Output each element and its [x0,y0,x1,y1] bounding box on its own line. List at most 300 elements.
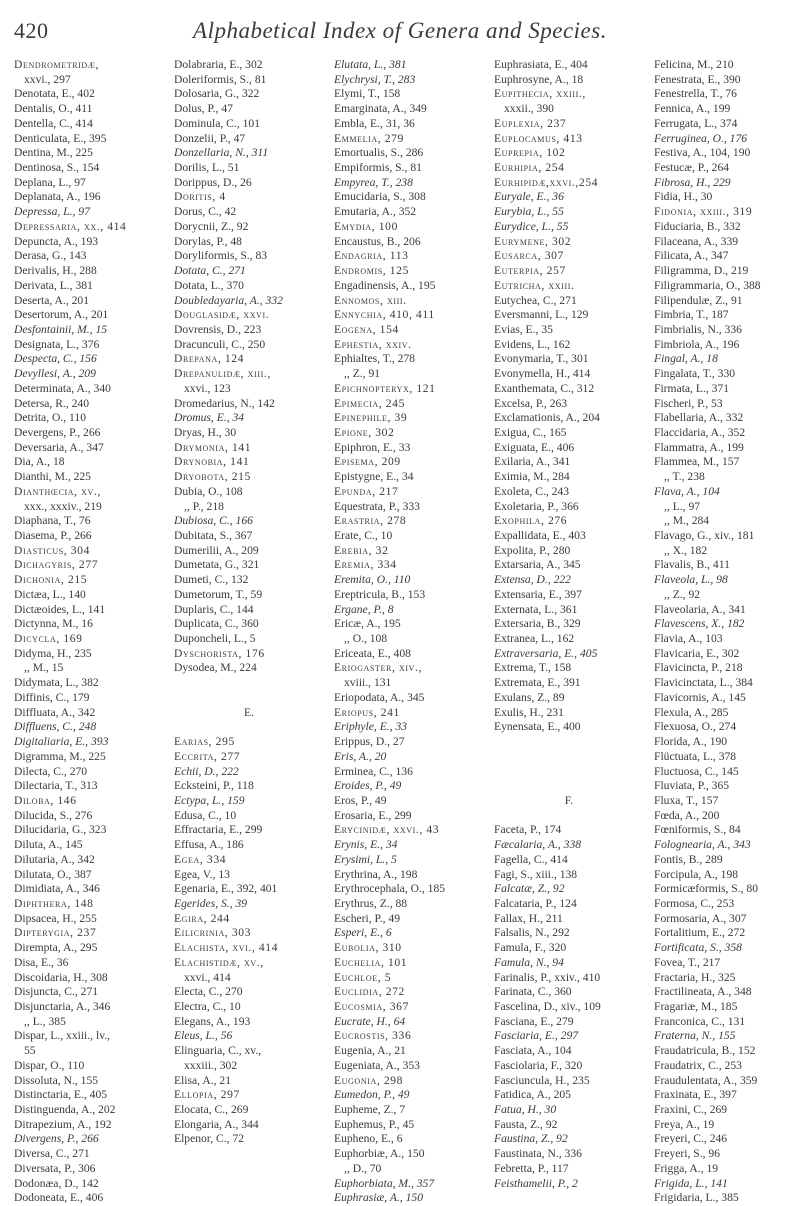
index-entry: Diffinis, C., 179 [14,690,90,704]
index-entry: Fimbria, T., 187 [654,308,729,322]
index-entry: Divergens, P., 266 [14,1132,99,1146]
index-entry: Dictæoides, L., 141 [14,602,106,616]
index-entry: Distinctaria, E., 405 [14,1088,108,1102]
index-column-5 [654,58,800,1206]
index-entry: Fontis, B., 289 [654,852,723,866]
index-entry: Fennica, A., 199 [654,102,731,116]
index-entry: Ennomos, xiii. [334,293,407,307]
index-entry: Detrita, O., 110 [14,411,87,425]
index-entry: Fraudatricula, B., 152 [654,1044,756,1058]
running-title: Alphabetical Index of Genera and Species. [193,18,607,43]
index-entry: Ericæ, A., 195 [334,617,401,631]
index-entry: Euchelia, 101 [334,955,408,969]
index-entry: Euphrasiata, E., 404 [494,58,588,71]
index-entry: Ericeata, E., 408 [334,646,411,660]
index-entry: Erminea, C., 136 [334,764,413,778]
index-entry: Euphrasiæ, A., 150 [334,1191,424,1205]
index-entry-continuation: ,, M., 284 [664,514,710,528]
index-entry: Eupheno, E., 6 [334,1132,403,1146]
index-entry: Doryliformis, S., 83 [174,249,268,263]
index-entry: Eremita, O., 110 [334,573,411,587]
index-entry: Fallax, H., 211 [494,911,563,925]
index-entry: Filaceana, A., 339 [654,234,739,248]
index-entry: Ereptricula, B., 153 [334,587,426,601]
index-entry: Fausta, Z., 92 [494,1117,558,1131]
index-entry: Dolus, P., 47 [174,102,233,116]
index-entry: Fingalata, T., 330 [654,367,736,381]
index-entry: Douglasidæ, xxvi. [174,308,270,322]
index-entry: Flexuosa, O., 274 [654,720,737,734]
index-entry-continuation: ,, P., 218 [184,499,224,513]
index-entry: Erynis, E., 34 [334,838,398,852]
index-entry: Elongaria, A., 344 [174,1117,259,1131]
index-entry: Euchloe, 5 [334,970,392,984]
index-entry: Epunda, 217 [334,484,399,498]
index-entry: Fimbrialis, N., 336 [654,322,742,336]
index-entry: Dorycnii, Z., 92 [174,219,249,233]
index-entry: Ditrapezium, A., 192 [14,1117,112,1131]
index-columns [14,58,800,1205]
index-entry: Fasciata, A., 104 [494,1044,572,1058]
index-entry: Detersa, R., 240 [14,396,90,410]
index-entry: Diversata, P., 306 [14,1161,96,1175]
index-entry: Exigua, C., 165 [494,425,567,439]
index-entry: Diaphana, T., 76 [14,514,91,528]
index-entry-continuation: ,, T., 238 [664,470,705,484]
index-entry: Flavescens, X., 182 [654,617,745,631]
index-entry: Echii, D., 222 [174,764,239,778]
index-entry: Eumedon, P., 49 [334,1088,410,1102]
index-entry: Eurydice, L., 55 [494,219,569,233]
index-entry: Dolabraria, E., 302 [174,58,263,71]
index-entry: Epichnopteryx, 121 [334,381,436,395]
index-entry: Dracunculi, C., 250 [174,337,266,351]
index-entry: Freyeri, S., 96 [654,1147,721,1161]
index-entry: Dilectaria, T., 313 [14,779,98,793]
index-entry: Erythrus, Z., 88 [334,896,408,910]
index-entry: Fluviata, P., 365 [654,779,730,793]
index-entry: Duplicata, C., 360 [174,617,259,631]
index-entry: Dotata, L., 370 [174,278,244,292]
index-entry: Expolita, P., 280 [494,543,571,557]
index-entry: Emmelia, 279 [334,131,404,145]
index-entry: Elachistidæ, xv., [174,955,264,969]
index-entry: Extrema, T., 158 [494,661,572,675]
index-entry: Egea, V., 13 [174,867,230,881]
index-entry-continuation: xviii., 131 [344,676,392,690]
index-entry: Fraxinata, E., 397 [654,1088,737,1102]
index-entry: Festucæ, P., 264 [654,161,730,175]
index-entry: Extensaria, E., 397 [494,587,582,601]
index-entry: Euplocamus, 413 [494,131,583,145]
index-entry: Flaveolaria, A., 341 [654,602,746,616]
index-entry: Emutaria, A., 352 [334,205,417,219]
index-entry: Elinguaria, C., xv., [174,1044,262,1058]
index-entry: Ecksteini, P., 118 [174,779,254,793]
index-entry-continuation: ,, O., 108 [344,632,388,646]
index-entry: Drynobia, 141 [174,455,250,469]
index-entry: Dubiosa, C., 166 [174,514,253,528]
index-entry-continuation: ,, M., 15 [24,661,64,675]
index-entry: Feisthamelii, P., 2 [494,1176,578,1190]
index-entry: Ephialtes, T., 278 [334,352,416,366]
index-entry: Didyma, H., 235 [14,646,92,660]
index-entry: Fæcalaria, A., 338 [494,838,582,852]
index-entry: Dispar, O., 110 [14,1058,85,1072]
index-entry: Dryas, H., 30 [174,425,237,439]
index-entry: Erythrocephala, O., 185 [334,882,446,896]
index-entry: Ellopia, 297 [174,1088,240,1102]
index-entry: Ectypa, L., 159 [174,793,245,807]
index-entry: Euryale, E., 36 [494,190,564,204]
index-entry: Dilucida, S., 276 [14,808,93,822]
index-entry: Egerides, S., 39 [174,896,248,910]
index-entry: Eriphyle, E., 33 [334,720,408,734]
index-entry: Fibrosa, H., 229 [654,175,731,189]
index-entry: Earias, 295 [174,735,235,749]
index-entry: Doubledayaria, A., 332 [174,293,283,307]
index-entry: Ephestia, xxiv. [334,337,412,351]
index-entry: Determinata, A., 340 [14,381,111,395]
index-entry: Esperi, E., 6 [334,926,392,940]
index-entry: Flaccidaria, A., 352 [654,425,746,439]
index-entry: Dorylas, P., 48 [174,234,242,248]
index-entry: Denotata, E., 402 [14,87,95,101]
index-entry: Didymata, L., 382 [14,676,99,690]
index-entry-continuation: ,, Z., 92 [664,587,701,601]
index-entry: Effusa, A., 186 [174,838,244,852]
index-entry-continuation: xxvi., 414 [184,970,231,984]
index-entry: Faceta, P., 174 [494,823,562,837]
index-entry: Elpenor, C., 72 [174,1132,245,1146]
index-entry: Dumetorum, T., 59 [174,587,263,601]
index-entry: Fingal, A., 18 [654,352,718,366]
index-column-3 [334,58,484,1206]
index-entry: Depressa, L., 97 [14,205,90,219]
index-entry: Folognearia, A., 343 [654,838,751,852]
section-letter: F. [564,793,574,807]
index-entry: Dorus, C., 42 [174,205,237,219]
index-entry: Eubolia, 310 [334,941,402,955]
index-entry: Dictynna, M., 16 [14,617,93,631]
index-entry: Emucidaria, S., 308 [334,190,426,204]
index-entry: Falcatæ, Z., 92 [494,882,565,896]
index-entry-continuation: xxvi., 297 [24,72,71,86]
index-entry: Farinata, C., 360 [494,985,572,999]
spacer [174,720,324,735]
index-entry: Elutata, L., 381 [334,58,407,71]
index-entry: Eremia, 334 [334,558,397,572]
index-entry: Eusarca, 307 [494,249,564,263]
index-entry: Flavicaria, E., 302 [654,646,740,660]
index-entry: Farinalis, P., xxiv., 410 [494,970,601,984]
index-entry: Diasticus, 304 [14,543,90,557]
index-entry-continuation: ,, L., 97 [664,499,701,513]
index-entry: Fractaria, H., 325 [654,970,736,984]
index-entry-continuation: xxxii., 390 [504,102,554,116]
index-entry: Filigrammaria, O., 388 [654,278,761,292]
index-entry: Digitaliaria, E., 393 [14,735,109,749]
index-entry: Flavia, A., 103 [654,632,723,646]
index-entry: Electra, C., 10 [174,1000,241,1013]
index-entry: Effractaria, E., 299 [174,823,263,837]
index-entry: Eutychea, C., 271 [494,293,577,307]
index-entry: Eriogaster, xiv., [334,661,422,675]
index-entry: Egea, 334 [174,852,227,866]
index-entry: Erippus, D., 27 [334,735,405,749]
index-entry: Erebia, 32 [334,543,389,557]
index-entry: Eurymene, 302 [494,234,572,248]
index-entry: Derivalis, H., 288 [14,264,97,278]
index-entry: Eximia, M., 284 [494,470,570,484]
index-entry: Donzelii, P., 47 [174,131,246,145]
index-entry: Empyrea, T., 238 [334,175,413,189]
index-entry: Eugenia, A., 21 [334,1044,406,1058]
index-entry: Dipterygia, 237 [14,926,97,940]
index-entry: Eroides, P., 49 [334,779,402,793]
index-entry: Episema, 209 [334,455,401,469]
index-entry: Despecta, C., 156 [14,352,97,366]
index-entry: Electa, C., 270 [174,985,243,999]
index-entry: Euprepia, 102 [494,146,566,160]
index-entry: Epiphron, E., 33 [334,440,411,454]
index-entry: Fractilineata, A., 348 [654,985,752,999]
index-column-2 [174,58,324,1147]
spacer [174,676,324,691]
index-entry-continuation: xxvi., 123 [184,381,231,395]
index-entry: Eupheme, Z., 7 [334,1103,406,1117]
index-entry: Fenestrella, T., 76 [654,87,737,101]
index-entry: Dorilis, L., 51 [174,161,240,175]
index-entry: Dichagyris, 277 [14,558,99,572]
index-entry: Elegans, A., 193 [174,1014,251,1028]
index-entry: Expallidata, E., 403 [494,529,586,542]
page-number: 420 [14,18,49,43]
index-entry: Exulis, H., 231 [494,705,564,719]
index-entry: Flavicornis, A., 145 [654,690,746,704]
index-entry: Ferrugata, L., 374 [654,116,738,130]
index-entry: Exoleta, C., 243 [494,484,570,498]
index-entry: Filipendulæ, Z., 91 [654,293,743,307]
index-entry: Flavago, G., xiv., 181 [654,529,755,542]
index-entry: Eupithecia, xxiii., [494,87,586,101]
index-entry: Freyeri, C., 246 [654,1132,728,1146]
index-entry: Extersaria, B., 329 [494,617,581,631]
index-entry: Florida, A., 190 [654,735,728,749]
index-entry: Evonymella, H., 414 [494,367,591,381]
index-entry: Fovea, T., 217 [654,955,721,969]
index-entry: Famula, N., 94 [494,955,564,969]
index-entry: Extremata, E., 391 [494,676,581,690]
index-entry: Dissoluta, N., 155 [14,1073,99,1087]
index-entry: Fœniformis, S., 84 [654,823,741,837]
index-entry: Fischeri, P., 53 [654,396,723,410]
index-entry: Denticulata, E., 395 [14,131,107,145]
index-entry: Doritis, 4 [174,190,226,204]
index-entry: Dorippus, D., 26 [174,175,252,189]
index-entry: Fortalitium, E., 272 [654,926,746,940]
index-entry: Eros, P., 49 [334,793,387,807]
index-entry: Evonymaria, T., 301 [494,352,589,366]
index-entry: Dysodea, M., 224 [174,661,257,675]
index-entry: Eleus, L., 56 [174,1029,233,1043]
index-entry: Erastria, 278 [334,514,407,528]
page-header [14,18,786,52]
index-entry: Embla, E., 31, 36 [334,116,415,130]
index-entry: Dryobota, 215 [174,470,251,484]
index-entry: Fiduciaria, B., 332 [654,219,741,233]
index-entry: Dentella, C., 414 [14,116,93,130]
index-entry: Extensa, D., 222 [494,573,571,587]
index-entry: Erythrina, A., 198 [334,867,418,881]
index-entry: Dodonæa, D., 142 [14,1176,99,1190]
index-entry: Formosa, C., 253 [654,896,735,910]
index-entry: Excelsa, P., 263 [494,396,568,410]
index-entry: Frigida, L., 141 [654,1176,728,1190]
index-entry: Eriopodata, A., 345 [334,690,425,704]
index-entry: Fraudulentata, A., 359 [654,1073,758,1087]
index-entry: Fenestrata, E., 390 [654,72,741,86]
index-entry: Dubitata, S., 367 [174,529,253,542]
index-entry: Fraudatrix, C., 253 [654,1058,742,1072]
index-entry: Falsalis, N., 292 [494,926,570,940]
index-entry: Fragariæ, M., 185 [654,1000,738,1013]
index-entry: Diversa, C., 271 [14,1147,90,1161]
index-entry: Dentinosa, S., 154 [14,161,100,175]
index-entry: Dumetata, G., 321 [174,558,260,572]
index-entry: Festiva, A., 104, 190 [654,146,751,160]
index-entry: Exiguata, E., 406 [494,440,575,454]
index-entry: Flavalis, B., 411 [654,558,730,572]
index-entry: Fortificata, S., 358 [654,941,742,955]
index-entry: Felicina, M., 210 [654,58,734,71]
index-entry: Fascelina, D., xiv., 109 [494,1000,601,1013]
index-entry: Exclamationis, A., 204 [494,411,600,425]
index-entry: Filigramma, D., 219 [654,264,749,278]
spacer [494,809,644,824]
index-entry: Eurybia, L., 55 [494,205,564,219]
index-entry: Dromus, E., 34 [174,411,245,425]
index-entry: Depuncta, A., 193 [14,234,99,248]
index-entry: Encaustus, B., 206 [334,234,421,248]
index-entry: Eynensata, E., 400 [494,720,581,734]
index-entry: Eris, A., 20 [334,749,387,763]
index-column-1 [14,58,164,1206]
index-entry: Dirempta, A., 295 [14,941,98,955]
index-entry: Euphrosyne, A., 18 [494,72,584,86]
index-entry: Equestrata, P., 333 [334,499,420,513]
index-entry: Fraxini, C., 269 [654,1103,728,1117]
index-entry: Flavicinctata, L., 384 [654,676,753,690]
index-entry: Dotata, C., 271 [174,264,246,278]
spacer [494,765,644,780]
index-entry: Emydia, 100 [334,219,398,233]
index-entry: Dominula, C., 101 [174,116,260,130]
index-entry: Desfontainii, M., 15 [14,322,108,336]
index-entry: Famula, F., 320 [494,941,567,955]
spacer [494,735,644,750]
index-entry: Erate, C., 10 [334,529,393,542]
index-entry-continuation: xxx., xxxiv., 219 [24,499,102,513]
index-entry: Euclidia, 272 [334,985,405,999]
spacer [494,750,644,765]
index-entry: Disa, E., 36 [14,955,69,969]
index-entry: Epinephile, 39 [334,411,408,425]
index-entry: Fimbriola, A., 196 [654,337,740,351]
index-entry: Febretta, P., 117 [494,1161,569,1175]
index-entry: Flava, A., 104 [654,484,720,498]
index-entry: Fagi, S., xiii., 138 [494,867,578,881]
index-entry: Drepana, 124 [174,352,245,366]
index-entry: Frigidaria, L., 385 [654,1191,739,1205]
index-entry: Egenaria, E., 392, 401 [174,882,278,896]
index-entry: Dianthi, M., 225 [14,470,91,484]
index-entry: Dilecta, C., 270 [14,764,88,778]
index-entry: Ennychia, 410, 411 [334,308,435,322]
index-entry: Euterpia, 257 [494,264,566,278]
index-entry: Fasciana, E., 279 [494,1014,574,1028]
index-entry: Drymonia, 141 [174,440,252,454]
index-entry: Designata, L., 376 [14,337,100,351]
index-entry: Elymi, T., 158 [334,87,401,101]
index-entry: Dipsacea, H., 255 [14,911,97,925]
index-entry: Depressaria, xx., 414 [14,219,127,233]
index-entry: Diluta, A., 145 [14,838,83,852]
index-entry: Formosaria, A., 307 [654,911,747,925]
index-entry: Epione, 302 [334,425,395,439]
index-entry: Dentina, M., 225 [14,146,93,160]
index-entry: Deversaria, A., 347 [14,440,104,454]
index-entry: Fidonia, xxiii., 319 [654,205,753,219]
index-entry: Desertorum, A., 201 [14,308,109,322]
index-entry-continuation: xxxiii., 302 [184,1058,238,1072]
index-entry: Eugonia, 298 [334,1073,404,1087]
index-entry: Extranea, L., 162 [494,632,575,646]
index-entry: Empiformis, S., 81 [334,161,422,175]
index-entry: Dolosaria, G., 322 [174,87,260,101]
index-entry: Flabellaria, A., 332 [654,411,744,425]
index-entry: Deplanata, A., 196 [14,190,101,204]
index-entry: Erosaria, E., 299 [334,808,412,822]
index-entry: Epistygne, E., 34 [334,470,414,484]
index-entry-continuation: ,, D., 70 [344,1161,382,1175]
index-entry: Escheri, P., 49 [334,911,401,925]
index-entry: Egira, 244 [174,911,230,925]
index-entry: Eccrita, 277 [174,749,241,763]
index-entry: Eogena, 154 [334,322,399,336]
index-entry: Eucrostis, 336 [334,1029,412,1043]
index-entry: Derivata, L., 381 [14,278,93,292]
index-entry: Devergens, P., 266 [14,425,101,439]
index-entry: Fluxa, T., 157 [654,793,719,807]
index-entry: Duplaris, C., 144 [174,602,254,616]
index-entry: Erysimi, L., 5 [334,852,397,866]
index-entry: Diloba, 146 [14,793,77,807]
index-entry: Dyschorista, 176 [174,646,265,660]
index-entry: Diasema, P., 266 [14,529,92,542]
index-entry: Dumeti, C., 132 [174,573,249,587]
index-entry: Duponcheli, L., 5 [174,632,256,646]
index-entry: Dendrometridæ, [14,58,100,71]
index-entry: Euplexia, 237 [494,116,567,130]
index-entry: Extarsaria, A., 345 [494,558,581,572]
index-entry: Derasa, G., 143 [14,249,87,263]
index-entry: Externata, L., 361 [494,602,578,616]
index-entry: Emarginata, A., 349 [334,102,427,116]
index-entry: Disjunctaria, A., 346 [14,1000,111,1013]
index-entry: Evias, E., 35 [494,322,553,336]
index-entry: Dilutaria, A., 342 [14,852,95,866]
